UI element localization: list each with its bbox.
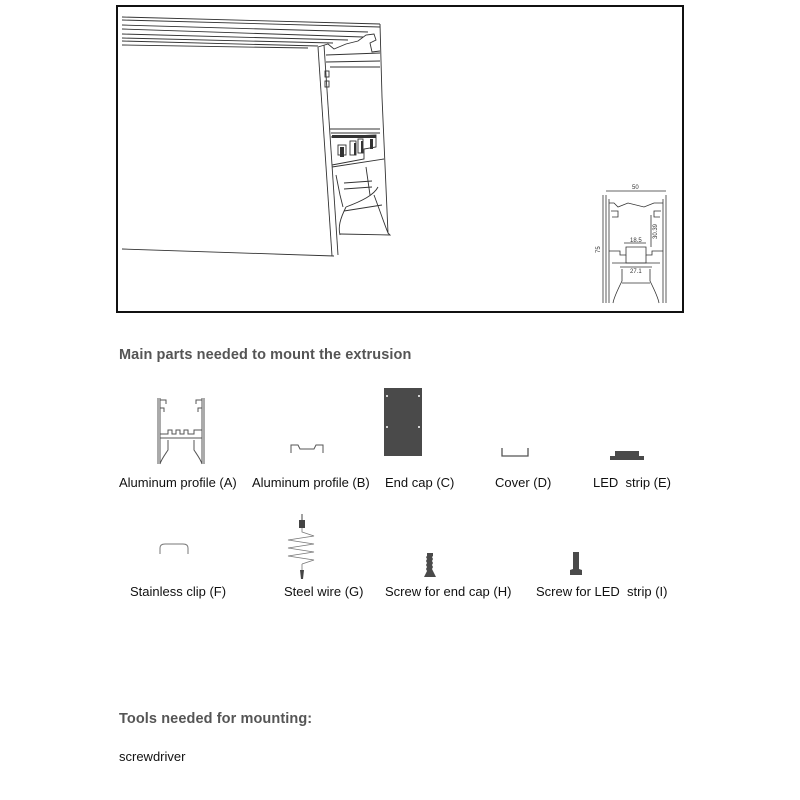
part-label-a: Aluminum profile (A) xyxy=(119,475,237,490)
dim-depth-label: 30.39 xyxy=(653,223,659,239)
part-label-d: Cover (D) xyxy=(495,475,552,490)
parts-heading: Main parts needed to mount the extrusion xyxy=(119,347,412,363)
extrusion-perspective-drawing xyxy=(118,7,682,311)
part-label-b: Aluminum profile (B) xyxy=(252,475,370,490)
screw-led-strip-icon xyxy=(569,552,583,576)
cross-section-detail xyxy=(603,191,666,303)
cover-icon xyxy=(500,447,530,459)
dim-inner-top-label: 18.5 xyxy=(630,238,642,244)
end-cap-icon xyxy=(384,388,422,456)
dim-inner-bottom-label: 27.1 xyxy=(630,269,642,275)
tool-item-screwdriver: screwdriver xyxy=(119,749,186,764)
stainless-clip-icon xyxy=(158,543,190,555)
part-label-c: End cap (C) xyxy=(385,475,455,490)
dim-height-label: 75 xyxy=(596,246,602,253)
technical-drawing-frame xyxy=(116,5,684,313)
led-strip-icon xyxy=(610,451,644,461)
aluminum-profile-a-icon xyxy=(152,392,212,470)
screw-end-cap-icon xyxy=(423,553,437,579)
part-label-i: Screw for LED strip (I) xyxy=(536,584,668,599)
part-label-g: Steel wire (G) xyxy=(284,584,364,599)
part-label-f: Stainless clip (F) xyxy=(130,584,227,599)
aluminum-profile-b-icon xyxy=(290,443,324,455)
part-label-h: Screw for end cap (H) xyxy=(385,584,512,599)
part-label-e: LED strip (E) xyxy=(593,475,672,490)
dim-width-label: 50 xyxy=(632,185,639,191)
steel-wire-icon xyxy=(282,514,322,580)
tools-heading: Tools needed for mounting: xyxy=(119,711,313,727)
